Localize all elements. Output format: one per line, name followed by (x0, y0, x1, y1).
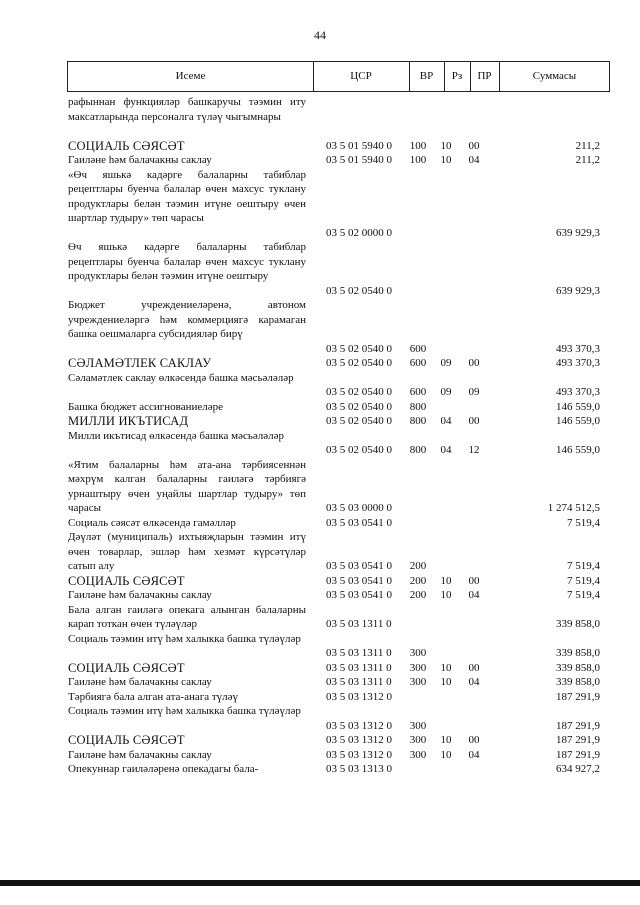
row-rz: 10 (440, 154, 452, 166)
row-rz (434, 501, 458, 516)
table-row (0, 661, 640, 676)
row-csr: 03 5 03 1313 0 (326, 763, 392, 775)
header-csr: ЦСР (350, 70, 372, 82)
row-pr (460, 646, 488, 661)
table-row (0, 530, 640, 574)
row-pr (460, 559, 488, 574)
row-name: СОЦИАЛЬ СӘЯСӘТ (68, 660, 185, 675)
row-name: Опекуннар гаиләләренә опекадагы бала- (68, 763, 259, 775)
table-row (0, 153, 640, 168)
row-csr: 03 5 02 0540 0 (326, 284, 392, 297)
row-csr: 03 5 03 1312 0 (326, 748, 392, 761)
row-pr (460, 719, 488, 734)
row-pr (460, 400, 488, 415)
row-pr: 00 (468, 139, 480, 152)
row-pr (460, 124, 488, 139)
row-vr: 800 (409, 400, 427, 413)
row-rz (434, 690, 458, 705)
table-row (0, 748, 640, 763)
table-row (0, 762, 640, 777)
table-row (0, 574, 640, 589)
row-name: Бала алган гаиләгә опекага алынган балаларны карап тоткан өчен түләүләр (68, 603, 306, 630)
row-csr: 03 5 03 1312 0 (326, 734, 392, 746)
row-vr (404, 284, 432, 299)
row-pr (460, 501, 488, 516)
row-name: Милли икътисад өлкәсендә башка мәсьәләләр (68, 429, 284, 442)
row-vr (404, 690, 432, 705)
row-name: Гаиләне һәм балачакны саклау (68, 676, 212, 688)
row-csr: 03 5 03 1312 0 (326, 719, 392, 732)
row-pr: 00 (468, 415, 480, 427)
row-vr: 300 (409, 734, 427, 746)
row-csr: 03 5 02 0540 0 (326, 415, 392, 427)
table-row (0, 603, 640, 632)
row-csr: 03 5 02 0540 0 (326, 400, 392, 413)
row-vr: 300 (409, 647, 427, 659)
row-rz (434, 400, 458, 415)
row-sum: 493 370,3 (556, 342, 600, 355)
row-sum: 211,2 (575, 154, 600, 166)
row-csr: 03 5 03 1311 0 (326, 618, 392, 630)
row-sum: 493 370,3 (556, 357, 600, 369)
row-rz: 10 (440, 139, 452, 152)
row-sum: 339 858,0 (556, 647, 600, 659)
row-name: Бюджет учреждениеләренә, автоном учреждениеләргә һәм коммерциягә карамаган башка оешмаларга субсидияләр бирү (68, 299, 306, 340)
row-vr (404, 226, 432, 241)
row-sum: 146 559,0 (556, 415, 600, 427)
row-rz: 10 (440, 748, 452, 761)
row-csr: 03 5 03 1312 0 (326, 690, 392, 703)
row-csr: 03 5 03 0541 0 (326, 589, 392, 601)
row-rz (434, 617, 458, 632)
row-rz: 04 (440, 444, 452, 456)
row-csr: 03 5 03 1311 0 (326, 676, 392, 688)
row-pr (460, 762, 488, 777)
row-sum: 639 929,3 (556, 284, 600, 297)
table-row (0, 240, 640, 298)
row-vr: 600 (409, 342, 427, 355)
row-name: Социаль тәэмин итү һәм халыкка башка түләүләр (68, 705, 301, 717)
row-rz: 10 (440, 734, 452, 746)
row-pr: 09 (468, 386, 480, 398)
row-name: «Ятим балаларны һәм ата-ана тәрбиясеннән мәхрүм калган балаларны гаиләгә тәрбиягә урнаштыру өчен уңайлы шартлар тудыру» төп чарасы (68, 458, 306, 514)
table-row (0, 632, 640, 661)
row-sum: 1 274 512,5 (547, 502, 600, 514)
row-rz (434, 284, 458, 299)
table-row (0, 588, 640, 603)
row-rz: 04 (440, 415, 452, 427)
row-rz (434, 559, 458, 574)
row-pr: 04 (468, 589, 480, 601)
table-row (0, 704, 640, 733)
row-sum: 339 858,0 (556, 618, 600, 630)
row-vr (404, 617, 432, 632)
row-rz: 09 (440, 357, 452, 369)
row-sum: 7 519,4 (567, 589, 600, 601)
header-rz: Рз (451, 70, 463, 82)
row-rz (434, 124, 458, 139)
row-rz (434, 342, 458, 357)
row-name: Дәүләт (муниципаль) ихтыяҗларын тәэмин итү өчен товарлар, эшләр һәм хезмәт күрсәтүләр сатып алу (68, 531, 306, 572)
row-sum: 7 519,4 (567, 560, 600, 572)
table-header (67, 61, 610, 92)
row-sum: 146 559,0 (556, 400, 600, 413)
row-name: Башка бюджет ассигнованиеләре (68, 400, 223, 413)
row-sum: 187 291,9 (556, 734, 600, 746)
row-pr: 12 (468, 444, 480, 456)
row-pr: 00 (468, 357, 480, 369)
row-vr: 300 (409, 661, 427, 674)
row-rz: 10 (440, 661, 452, 674)
row-pr: 00 (468, 661, 480, 674)
row-name: Гаиләне һәм балачакны саклау (68, 154, 212, 166)
row-csr: 03 5 01 5940 0 (326, 139, 392, 152)
row-vr: 300 (409, 676, 427, 688)
row-vr: 300 (409, 719, 427, 732)
row-pr (460, 342, 488, 357)
row-pr (460, 516, 488, 531)
row-vr (404, 762, 432, 777)
row-csr: 03 5 01 5940 0 (326, 154, 392, 166)
row-csr: 03 5 02 0000 0 (326, 226, 392, 239)
row-sum: 211,2 (575, 139, 600, 152)
row-pr: 00 (468, 734, 480, 746)
row-vr: 200 (409, 589, 427, 601)
row-name: Социаль сәясәт өлкәсендә гамәлләр (68, 516, 236, 529)
row-rz: 10 (440, 676, 452, 688)
row-pr: 04 (468, 748, 480, 761)
row-vr: 200 (409, 560, 427, 572)
row-rz: 10 (440, 574, 452, 587)
row-sum: 339 858,0 (556, 661, 600, 674)
row-pr: 00 (468, 574, 480, 587)
row-sum: 7 519,4 (567, 574, 600, 587)
row-rz (434, 719, 458, 734)
row-pr: 04 (468, 154, 480, 166)
row-vr (404, 516, 432, 531)
row-vr: 800 (409, 444, 427, 456)
row-name: Гаиләне һәм балачакны саклау (68, 589, 212, 601)
row-vr: 100 (409, 139, 427, 152)
table-row (0, 95, 640, 139)
row-vr (404, 124, 432, 139)
row-name: рафыннан функцияләр башкаручы тәэмин иту максатларында персоналга түләү чыгымнары (68, 96, 306, 123)
header-name: Исеме (175, 70, 206, 82)
row-name: Тәрбиягә бала алган ата-анага түләү (68, 690, 239, 703)
table-row (0, 516, 640, 531)
header-pr: ПР (477, 70, 492, 82)
table-row (0, 139, 640, 154)
table-body (0, 95, 640, 777)
row-sum: 7 519,4 (567, 516, 600, 529)
row-rz: 10 (440, 589, 452, 601)
row-csr: 03 5 02 0540 0 (326, 444, 392, 456)
row-rz (434, 226, 458, 241)
row-vr: 200 (409, 574, 427, 587)
row-csr: 03 5 03 0000 0 (326, 502, 392, 514)
row-rz (434, 516, 458, 531)
table-row (0, 298, 640, 356)
row-name: «Өч яшькә кадәрге балаларны табиблар рецептлары буенча балалар өчен махсус туклану продуктлары белән тәэмин итүне оештыру өчен шартлар тудыру» төп чарасы (68, 168, 306, 224)
header-sum: Суммасы (532, 70, 577, 82)
row-name: МИЛЛИ ИКЪТИСАД (68, 414, 189, 428)
row-sum: 187 291,9 (556, 719, 600, 732)
row-vr: 600 (409, 357, 427, 369)
row-sum: 146 559,0 (556, 444, 600, 456)
row-sum: 187 291,9 (556, 748, 600, 761)
row-name: Социаль тәэмин итү һәм халыкка башка түләүләр (68, 632, 301, 645)
row-pr (460, 226, 488, 241)
table-row (0, 371, 640, 400)
row-sum: 339 858,0 (556, 676, 600, 688)
row-vr: 100 (409, 154, 427, 166)
table-row (0, 690, 640, 705)
header-vr: ВР (419, 70, 434, 82)
scan-edge-bar (0, 880, 640, 886)
table-row (0, 429, 640, 458)
row-sum: 639 929,3 (556, 226, 600, 239)
row-csr: 03 5 03 0541 0 (326, 560, 392, 572)
row-sum: 493 370,3 (556, 386, 600, 398)
row-vr: 300 (409, 748, 427, 761)
row-name: СОЦИАЛЬ СӘЯСӘТ (68, 573, 185, 588)
row-rz: 09 (440, 386, 452, 398)
row-csr: 03 5 02 0540 0 (326, 386, 392, 398)
row-sum: 634 927,2 (556, 763, 600, 775)
row-vr: 600 (409, 386, 427, 398)
table-row (0, 675, 640, 690)
row-name: Өч яшькә кадәрге балаларны табиблар рецептлары буенча балалар өчен махсус туклану продуктлары белән тәэмин итүне оештыру (68, 241, 306, 282)
table-row (0, 168, 640, 241)
table-row (0, 414, 640, 429)
table-row (0, 733, 640, 748)
row-csr: 03 5 02 0540 0 (326, 342, 392, 355)
row-name: Сәламәтлек саклау өлкәсендә башка мәсьәләләр (68, 371, 294, 384)
row-rz (434, 646, 458, 661)
table-row (0, 356, 640, 371)
row-csr: 03 5 03 1311 0 (326, 661, 392, 674)
row-vr: 800 (409, 415, 427, 427)
row-csr: 03 5 02 0540 0 (326, 357, 392, 369)
row-csr: 03 5 03 0541 0 (326, 516, 392, 529)
row-name: СОЦИАЛЬ СӘЯСӘТ (68, 733, 185, 747)
row-name: Гаиләне һәм балачакны саклау (68, 748, 212, 761)
table-row (0, 400, 640, 415)
row-pr (460, 617, 488, 632)
page-number: 44 (314, 28, 326, 42)
row-rz (434, 762, 458, 777)
row-csr: 03 5 03 1311 0 (326, 647, 392, 659)
row-pr (460, 284, 488, 299)
row-pr: 04 (468, 676, 480, 688)
row-name: СОЦИАЛЬ СӘЯСӘТ (68, 138, 185, 153)
row-sum: 187 291,9 (556, 690, 600, 703)
row-vr (404, 501, 432, 516)
table-row (0, 458, 640, 516)
row-name: СӘЛАМӘТЛЕК САКЛАУ (68, 356, 212, 370)
row-csr: 03 5 03 0541 0 (326, 574, 392, 587)
row-pr (460, 690, 488, 705)
